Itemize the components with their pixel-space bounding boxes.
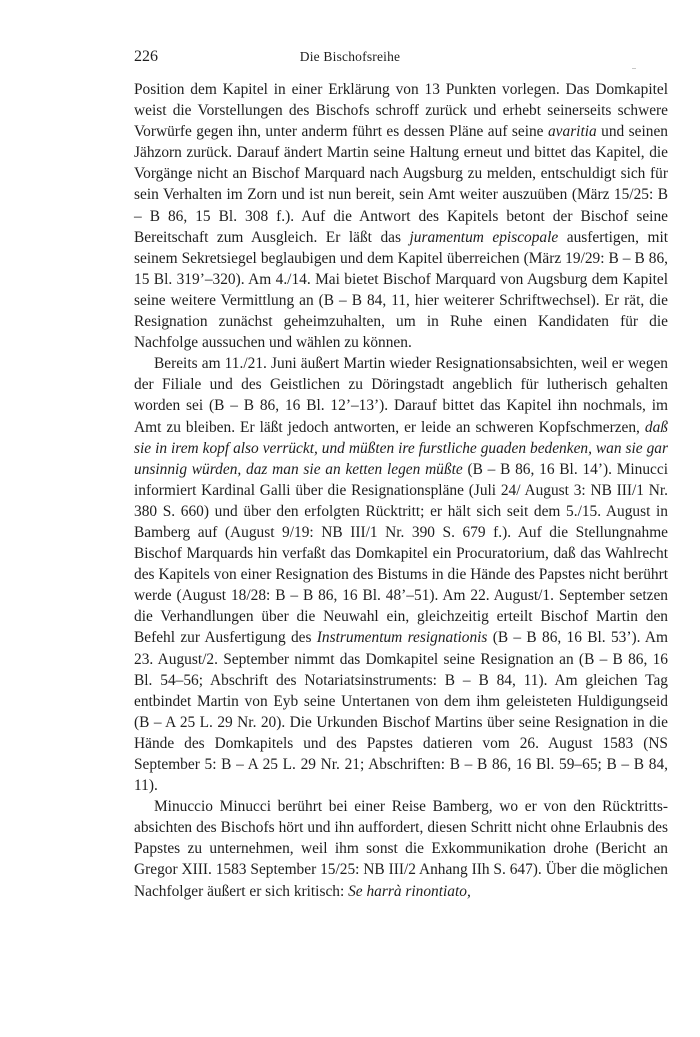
- quotation: Se harrà rinontiato,: [348, 882, 471, 900]
- page-header: [0, 48, 700, 70]
- text-segment: (B – B 86, 16 Bl. 14’). Minucci informiert Kardinal Galli über die Resignationspläne (Juli 24/ August 3: NB III/1 Nr. 380 S. 660) und über den erfolgten Rücktritt; er hält sich seit dem 5./15. August in Bamberg auf (August 9/19: NB III/1 Nr. 390 S. 679 f.). Auf die Stellungnahme Bischof Marquards hin verfaßt das Domkapitel ein Procuratorium, daß das Wahlrecht des Kapitels von einer Resignation des Bistums in die Hände des Papstes nicht berührt werde (August 18/28: B – B 86, 16 Bl. 48’–51). Am 22. August/1. September setzen die Verhandlungen über die Neuwahl ein, gleichzeitig erteilt Bischof Martin den Befehl zur Ausfertigung des: [134, 460, 668, 647]
- latin-term: juramentum episcopale: [409, 228, 559, 246]
- body-text: [134, 79, 668, 902]
- paragraph-2: [134, 353, 668, 796]
- text-segment: Minuccio Minucci berührt bei einer Reise Bamberg, wo er von den Rücktrittsabsichten des Bischofs hört und ihn auffordert, diesen Schritt nicht ohne Erlaubnis des Papstes zu unternehmen, weil ihm sonst die Exkommunikation drohe (Bericht an Gregor XIII. 1583 September 15/25: NB III/2 Anhang IIh S. 647). Über die möglichen Nachfolger äußert er sich kritisch:: [134, 798, 668, 900]
- text-segment: ausfertigen, mit seinem Sekretsiegel beglaubigen und dem Kapitel überreichen (März 19/29: B – B 86, 15 Bl. 319’–320). Am 4./14. Mai bietet Bischof Marquard von Augsburg dem Kapitel seine weitere Vermittlung an (B – B 84, 11, hier weiterer Schriftwechsel). Er rät, die Resignation zunächst geheimzuhalten, um in Ruhe einen Kandidaten für die Nachfolge aussuchen und wählen zu können.: [134, 228, 668, 352]
- paragraph-3: [134, 796, 668, 901]
- text-segment: (B – B 86, 16 Bl. 53’). Am 23. August/2. September nimmt das Domkapitel seine Resignation an (B – B 86, 16 Bl. 54–56; Abschrift des Notariatsinstruments: B – B 84, 11). Am gleichen Tag entbindet Martin von Eyb seine Untertanen von dem ihm geleisteten Huldigungseid (B – A 25 L. 29 Nr. 20). Die Urkunden Bischof Martins über seine Resignation in die Hände des Domkapitels und des Papstes datieren vom 26. August 1583 (NS September 5: B – A 25 L. 29 Nr. 21; Abschriften: B – B 86, 16 Bl. 59–65; B – B 84, 11).: [134, 629, 668, 795]
- text-segment: Bereits am 11./21. Juni äußert Martin wieder Resignationsabsichten, weil er wegen der Filiale und des Geistlichen zu Döringstadt angeblich für lutherisch gehalten worden sei (B – B 86, 16 Bl. 12’–13’). Darauf bittet das Kapitel ihn nochmals, im Amt zu bleiben. Er läßt jedoch antworten, er leide an schweren Kopfschmerzen,: [134, 355, 668, 436]
- latin-term: Instrumentum resignationis: [316, 629, 488, 647]
- latin-term: avaritia: [547, 123, 597, 141]
- paragraph-1: [134, 79, 668, 353]
- page-number: 226: [134, 48, 158, 65]
- running-head: Die Bischofsreihe: [299, 49, 401, 64]
- margin-mark: [632, 68, 636, 69]
- text-segment: und seinen Jähzorn zurück. Darauf ändert Martin seine Haltung erneut und bittet das Kapitel, die Vorgänge nicht an Bischof Marquard nach Augsburg zu melden, entschuldigt sich für sein Verhalten im Zorn und ist nun bereit, sein Amt weiter auszuüben (März 15/25: B – B 86, 15 Bl. 308 f.). Auf die Antwort des Kapitels betont der Bischof seine Bereitschaft zum Ausgleich. Er läßt das: [134, 123, 669, 246]
- quotation: daß sie in irem kopf also verrückt, und müßten ire furstliche guaden bedenken, wan sie gar unsinnig würden, daz man sie an ketten legen müßte: [134, 418, 668, 478]
- text-segment: Position dem Kapitel in einer Erklärung von 13 Punkten vorlegen. Das Domkapitel weist die Vorstellungen des Bischofs schroff zurück und erhebt seinerseits schwere Vorwürfe gegen ihn, unter anderm führt es dessen Pläne auf seine: [134, 81, 668, 141]
